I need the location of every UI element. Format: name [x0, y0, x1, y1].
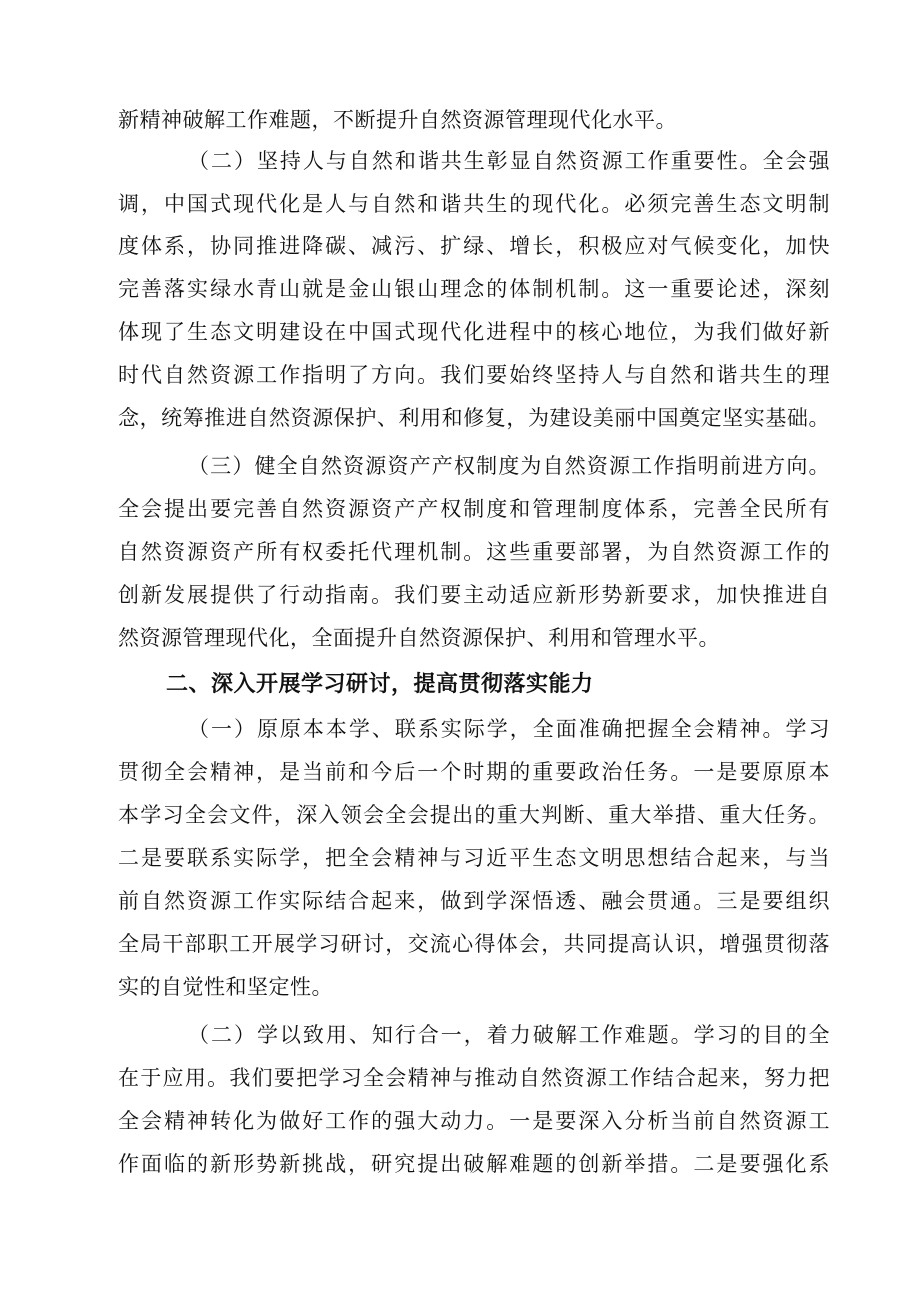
text-line: 本学习全会文件，深入领会全会提出的重大判断、重大举措、重大任务。 — [118, 803, 830, 827]
text-line: （一）原原本本学、联系实际学，全面准确把握全会精神。学习 — [188, 717, 830, 741]
text-line: 创新发展提供了行动指南。我们要主动适应新形势新要求，加快推进自 — [118, 583, 830, 607]
section-heading: 二、深入开展学习研讨，提高贯彻落实能力 — [166, 672, 594, 697]
text-line: 时代自然资源工作指明了方向。我们要始终坚持人与自然和谐共生的理 — [118, 363, 830, 387]
text-line: （二）坚持人与自然和谐共生彰显自然资源工作重要性。全会强 — [188, 149, 830, 173]
text-line: 全会精神转化为做好工作的强大动力。一是要深入分析当前自然资源工 — [118, 1109, 830, 1133]
text-line: 全会提出要完善自然资源资产产权制度和管理制度体系，完善全民所有 — [118, 497, 830, 521]
text-line: 念，统筹推进自然资源保护、利用和修复，为建设美丽中国奠定坚实基础。 — [118, 406, 830, 430]
text-line: 前自然资源工作实际结合起来，做到学深悟透、融会贯通。三是要组织 — [118, 889, 830, 913]
text-line: 完善落实绿水青山就是金山银山理念的体制机制。这一重要论述，深刻 — [118, 277, 830, 301]
text-line: 度体系，协同推进降碳、减污、扩绿、增长，积极应对气候变化，加快 — [118, 234, 830, 258]
text-line: 新精神破解工作难题，不断提升自然资源管理现代化水平。 — [118, 108, 677, 132]
text-line: 作面临的新形势新挑战，研究提出破解难题的创新举措。二是要强化系 — [118, 1152, 830, 1176]
text-line: 自然资源资产所有权委托代理机制。这些重要部署，为自然资源工作的 — [118, 540, 830, 564]
text-line: 二是要联系实际学，把全会精神与习近平生态文明思想结合起来，与当 — [118, 846, 830, 870]
text-line: 调，中国式现代化是人与自然和谐共生的现代化。必须完善生态文明制 — [118, 192, 830, 216]
text-line: 在于应用。我们要把学习全会精神与推动自然资源工作结合起来，努力把 — [118, 1066, 830, 1090]
text-line: 贯彻全会精神，是当前和今后一个时期的重要政治任务。一是要原原本 — [118, 760, 830, 784]
text-line: 实的自觉性和坚定性。 — [118, 975, 333, 999]
text-line: 然资源管理现代化，全面提升自然资源保护、利用和管理水平。 — [118, 626, 720, 650]
text-line: （二）学以致用、知行合一，着力破解工作难题。学习的目的全 — [188, 1023, 830, 1047]
text-line: 体现了生态文明建设在中国式现代化进程中的核心地位，为我们做好新 — [118, 320, 830, 344]
text-line: 全局干部职工开展学习研讨，交流心得体会，共同提高认识，增强贯彻落 — [118, 932, 830, 956]
text-line: （三）健全自然资源资产产权制度为自然资源工作指明前进方向。 — [188, 454, 830, 478]
